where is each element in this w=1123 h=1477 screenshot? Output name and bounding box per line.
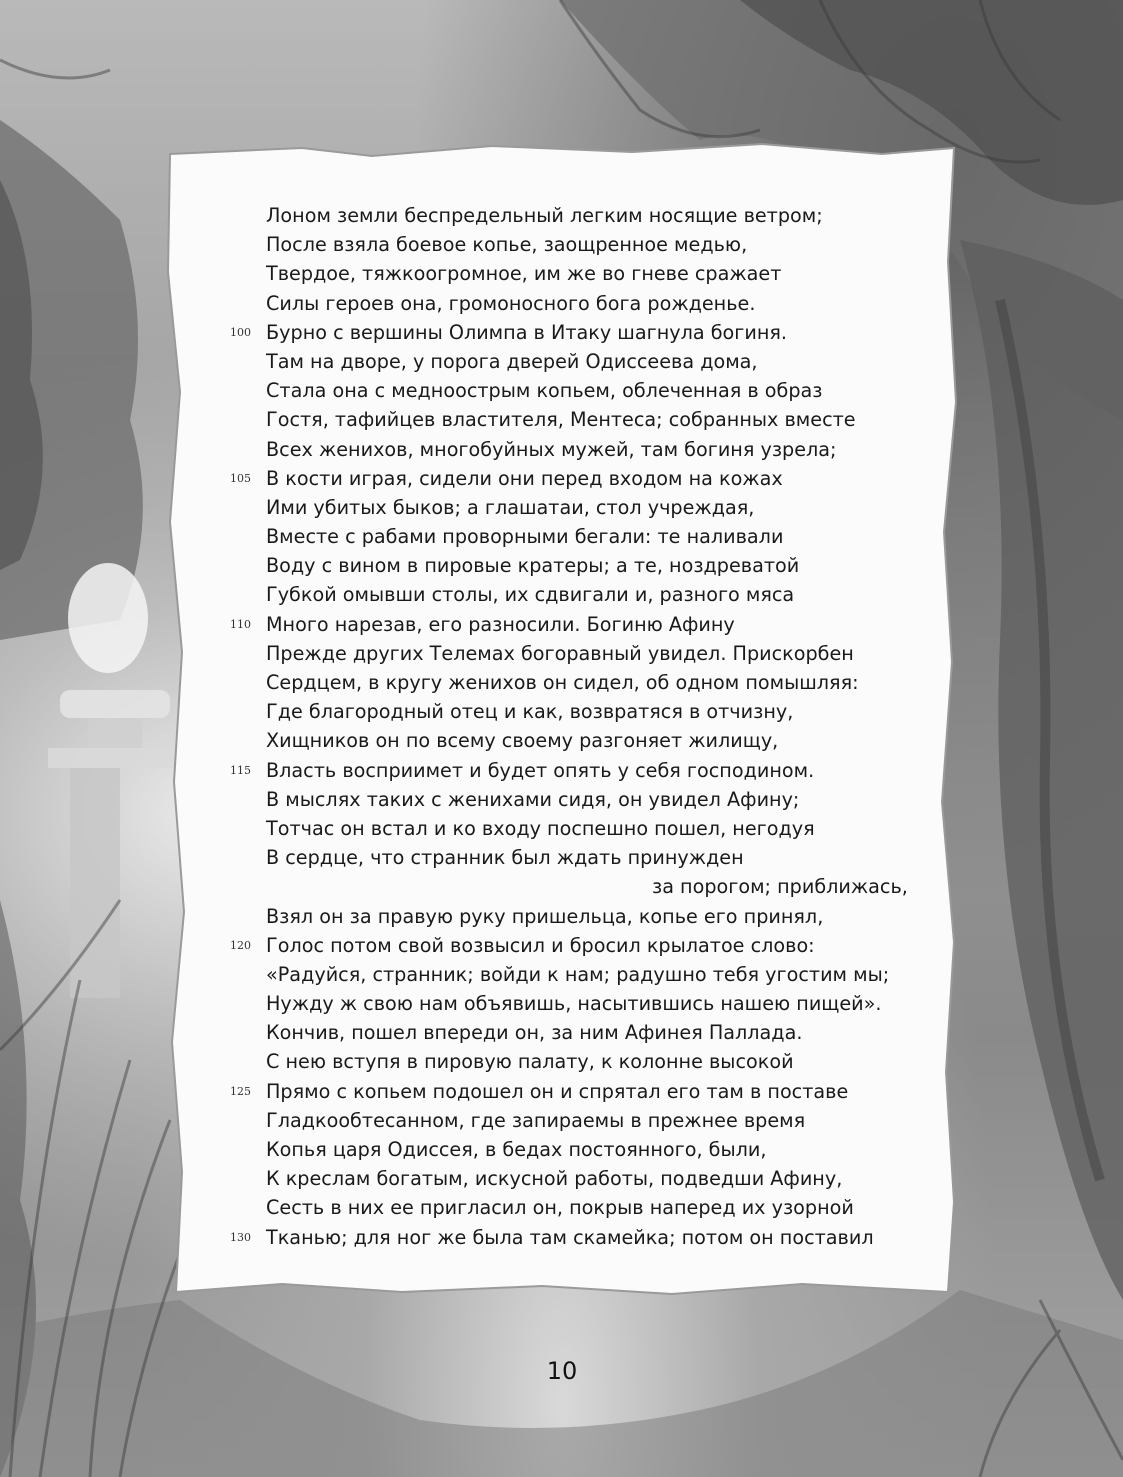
line-text: Сердцем, в кругу женихов он сидел, об одном помышляя: [266, 671, 859, 694]
line-text: Воду с вином в пировые кратеры; а те, ноздреватой [266, 554, 800, 578]
line-text: Власть восприимет и будет опять у себя господином. [266, 758, 815, 782]
line-text: Где благородный отец и как, возвратяся в отчизну, [266, 700, 794, 724]
line-text: Там на дворе, у порога дверей Одиссеева дома, [266, 349, 758, 373]
line-text: Копья царя Одиссея, в бедах постоянного, были, [266, 1138, 767, 1161]
poem-line [266, 551, 926, 580]
line-text: за порогом; приближась, [652, 875, 908, 899]
poem-line [266, 230, 926, 259]
line-text: В кости играя, сидели они перед входом на кожах [266, 466, 783, 490]
line-number: 100 [230, 325, 251, 339]
line-text: Бурно с вершины Олимпа в Итаку шагнула богиня. [266, 320, 788, 344]
poem-line [266, 289, 926, 318]
line-text: Силы героев она, громоносного бога рожденье. [266, 291, 756, 315]
poem-line [266, 1135, 926, 1164]
line-text: С нею вступя в пировую палату, к колонне высокой [266, 1050, 794, 1074]
poem-line [230, 931, 926, 960]
line-text: Твердое, тяжкоогромное, им же во гневе сражает [266, 262, 782, 286]
line-text: Кончив, пошел впереди он, за ним Афинея Паллада. [266, 1021, 803, 1045]
line-text: Стала она с медноострым копьем, облеченная в образ [266, 379, 823, 403]
poem-line [266, 989, 926, 1018]
poem-line [266, 902, 926, 931]
line-number: 120 [230, 938, 251, 952]
poem-line [266, 1193, 926, 1222]
poem-line [230, 610, 926, 639]
line-text: Лоном земли беспредельный легким носящие ветром; [266, 204, 823, 227]
poem-line [266, 697, 926, 726]
line-text: Хищников он по всему своему разгоняет жилищу, [266, 729, 779, 753]
poem-line [266, 639, 926, 668]
poem-line [266, 259, 926, 288]
line-text: Прямо с копьем подошел он и спрятал его там в поставе [266, 1079, 849, 1103]
line-number: 105 [230, 471, 251, 485]
line-text: Ими убитых быков; а глашатаи, стол учреждая, [266, 495, 755, 519]
line-text: После взяла боевое копье, заощренное медью, [266, 233, 748, 257]
line-text: Гладкообтесанном, где запираемы в прежнее время [266, 1108, 806, 1132]
line-text: Тотчас он встал и ко входу поспешно пошел, негодуя [266, 816, 815, 840]
poem-line [266, 435, 926, 464]
poem-line [266, 726, 926, 755]
line-text: В сердце, что странник был ждать принужден [266, 846, 744, 870]
line-text: Много нарезав, его разносили. Богиню Афину [266, 612, 735, 636]
poem-line [230, 1223, 926, 1252]
poem-line [266, 1047, 926, 1076]
line-text: Нужду ж свою нам объявишь, насытившись нашею пищей». [266, 992, 882, 1016]
line-number: 125 [230, 1084, 251, 1098]
line-text: Тканью; для ног же была там скамейка; потом он поставил [266, 1225, 874, 1249]
line-text: Всех женихов, многобуйных мужей, там богиня узрела; [266, 437, 837, 461]
line-text: Вместе с рабами проворными бегали: те наливали [266, 525, 784, 549]
poem-line [266, 872, 926, 901]
poem-line [266, 785, 926, 814]
line-text: Сесть в них ее пригласил он, покрыв наперед их узорной [266, 1196, 854, 1220]
line-text: В мыслях таких с женихами сидя, он увидел Афину; [266, 787, 800, 811]
poem-line [266, 522, 926, 551]
poem-line [230, 318, 926, 347]
poem-line [266, 347, 926, 376]
poem-line [266, 493, 926, 522]
poem-line [230, 756, 926, 785]
line-text: Губкой омывши столы, их сдвигали и, разного мяса [266, 583, 795, 607]
poem-line [266, 1164, 926, 1193]
poem-line [230, 1077, 926, 1106]
line-text: «Радуйся, странник; войди к нам; радушно тебя угостим мы; [266, 962, 890, 986]
poem-text [230, 201, 926, 1252]
line-text: К креслам богатым, искусной работы, подведши Афину, [266, 1167, 843, 1191]
line-number: 110 [230, 617, 251, 631]
line-number: 115 [230, 763, 251, 777]
poem-line [266, 814, 926, 843]
poem-line [266, 201, 926, 230]
page-number: 10 [546, 1357, 578, 1385]
line-text: Голос потом свой возвысил и бросил крылатое слово: [266, 933, 815, 957]
line-text: Взял он за правую руку пришельца, копье его принял, [266, 904, 824, 928]
poem-line [266, 668, 926, 697]
poem-line [266, 960, 926, 989]
poem-line [266, 405, 926, 434]
poem-line [266, 843, 926, 872]
poem-line [266, 1106, 926, 1135]
poem-line [266, 376, 926, 405]
line-text: Прежде других Телемах богоравный увидел. Прискорбен [266, 641, 854, 665]
poem-line [230, 464, 926, 493]
line-text: Гостя, тафийцев властителя, Ментеса; собранных вместе [266, 408, 856, 432]
poem-line [266, 580, 926, 609]
poem-line [266, 1018, 926, 1047]
line-number: 130 [230, 1230, 251, 1244]
